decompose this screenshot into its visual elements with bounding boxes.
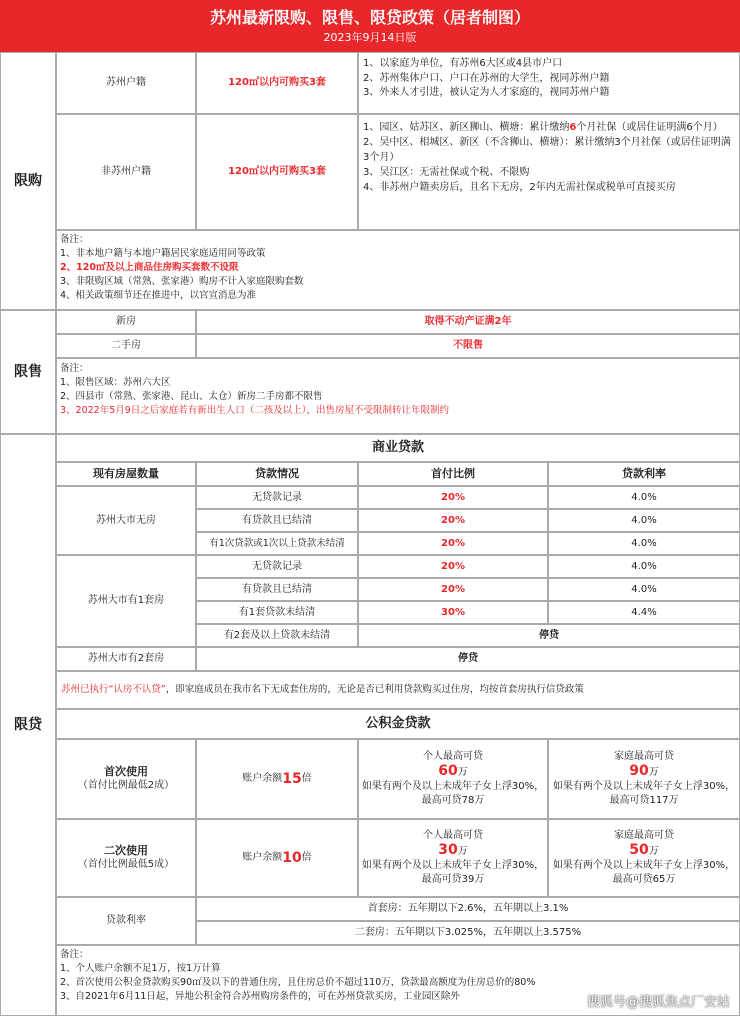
fund-second-use: 二次使用 （首付比例最低5成） [56, 819, 196, 897]
cond-line: 3、吴江区：无需社保或个税、不限购 [363, 167, 530, 178]
commercial-note: 苏州已执行“认房不认贷” ，即家庭成员在我市名下无成套住房的，无论是否已利用贷款购买过住房，均按首套房执行信贷政策 [56, 671, 740, 709]
fund-rate-first: 首套房：五年期以下2.6%，五年期以上3.1% [196, 897, 740, 921]
col-header: 现有房屋数量 [56, 462, 196, 486]
fund-second-balance: 账户余额 10 倍 [196, 819, 358, 897]
down-payment: 20% [358, 578, 548, 601]
header [0, 0, 740, 52]
xiangou-notes: 备注： 1、非本地户籍与本地户籍居民家庭适用同等政策 2、120㎡及以上商品住房购买套数不设限 3、非限购区域（常熟、张家港）购房不计入家庭限购套数 4、相关政策细节还在推进中，以官宣消息为准 [60, 234, 304, 301]
fund-rate-label: 贷款利率 [56, 897, 196, 945]
cond-line: 2、苏州集体户口、户口在苏州的大学生，视同苏州户籍 [363, 72, 610, 84]
page-title: 苏州最新限购、限售、限贷政策（居者制图） [209, 8, 530, 27]
cond-line: 2、吴中区、相城区、新区（不含狮山、横塘）：累计缴纳3个月社保（或居住证明满3个月） [363, 137, 731, 163]
down-payment: 20% [358, 486, 548, 509]
fund-loan-title: 公积金贷款 [56, 709, 740, 739]
xiandai-notes: 备注： 1、个人账户余额不足1万，按1万计算 2、首次使用公积金贷款购买90㎡及以下的普通住房，且住房总价不超过110万，贷款最高额度为住房总价的80% 3、自2021年6月11日起，异地公积金符合苏州购房条件的，可在苏州贷款买房，工业园区除外 [60, 949, 536, 1002]
section-label-xiandai: 限贷 [0, 434, 56, 1016]
page-date: 2023年9月14日版 [323, 31, 417, 44]
cond-line: 1、以家庭为单位，有苏州6大区或4县市户口 [363, 58, 563, 69]
loan-rate: 4.0% [548, 486, 740, 509]
fund-first-family: 家庭最高可贷 90万 如果有两个及以上未成年子女上浮30%，最高可贷117万 [548, 739, 740, 819]
watermark: 搜狐号@搜狐焦点厂安站 [586, 995, 730, 1010]
down-payment: 20% [358, 532, 548, 555]
section-label-xiangou: 限购 [0, 52, 56, 310]
loan-status: 无贷款记录 [196, 486, 358, 509]
xianshou-type-new: 新房 [56, 310, 196, 334]
fund-second-personal: 个人最高可贷 30万 如果有两个及以上未成年子女上浮30%，最高可贷39万 [358, 819, 548, 897]
section-label-xianshou: 限售 [0, 310, 56, 434]
loan-status: 有2套及以上贷款未结清 [196, 624, 358, 647]
loan-status: 有贷款且已结清 [196, 509, 358, 532]
down-payment: 20% [358, 509, 548, 532]
col-header: 贷款利率 [548, 462, 740, 486]
loan-rate: 4.0% [548, 532, 740, 555]
fund-first-personal: 个人最高可贷 60万 如果有两个及以上未成年子女上浮30%，最高可贷78万 [358, 739, 548, 819]
xiangou-limit-nonlocal: 120㎡以内可购买3套 [196, 114, 358, 230]
fund-first-balance: 账户余额 15 倍 [196, 739, 358, 819]
xiangou-limit-local: 120㎡以内可购买3套 [196, 52, 358, 114]
commercial-loan-title: 商业贷款 [56, 434, 740, 462]
loan-rate: 4.4% [548, 601, 740, 624]
xianshou-type-second: 二手房 [56, 334, 196, 358]
loan-rate: 4.0% [548, 578, 740, 601]
loan-status: 有1次贷款或1次以上贷款未结清 [196, 532, 358, 555]
down-payment: 30% [358, 601, 548, 624]
cond-line: 1、园区、姑苏区、新区狮山、横塘：累计缴纳6个月社保（或居住证明满6个月） [363, 122, 723, 133]
xianshou-notes: 备注： 1、限售区域：苏州六大区 2、四县市（常熟、张家港、昆山、太仓）新房二手房都不限售 3、2022年5月9日之后家庭若有新出生人口（二孩及以上），出售房屋不受限制转让年限制约 [60, 363, 450, 416]
xianshou-value-new: 取得不动产证满2年 [196, 310, 740, 334]
fund-first-use: 首次使用 （首付比例最低2成） [56, 739, 196, 819]
cond-line: 4、非苏州户籍卖房后，且名下无房，2年内无需社保或税单可直接买房 [363, 182, 676, 193]
down-payment: 20% [358, 555, 548, 578]
fund-rate-second: 二套房：五年期以下3.025%，五年期以上3.575% [196, 921, 740, 945]
xiangou-type-local: 苏州户籍 [56, 52, 196, 114]
cond-line: 3、外来人才引进，被认定为人才家庭的，视同苏州户籍 [363, 87, 610, 98]
xianshou-value-second: 不限售 [196, 334, 740, 358]
col-header: 首付比例 [358, 462, 548, 486]
group-no-house: 苏州大市无房 [56, 486, 196, 555]
loan-stopped: 停贷 [358, 624, 740, 647]
loan-status: 有1套贷款未结清 [196, 601, 358, 624]
group-two-house: 苏州大市有2套房 [56, 647, 196, 671]
col-header: 贷款情况 [196, 462, 358, 486]
xiangou-conds-nonlocal [358, 114, 740, 230]
loan-stopped: 停贷 [196, 647, 740, 671]
xiangou-conds-local [358, 52, 740, 114]
loan-status: 有贷款且已结清 [196, 578, 358, 601]
loan-rate: 4.0% [548, 509, 740, 532]
xiangou-type-nonlocal: 非苏州户籍 [56, 114, 196, 230]
loan-status: 无贷款记录 [196, 555, 358, 578]
fund-second-family: 家庭最高可贷 50万 如果有两个及以上未成年子女上浮30%，最高可贷65万 [548, 819, 740, 897]
group-one-house: 苏州大市有1套房 [56, 555, 196, 647]
loan-rate: 4.0% [548, 555, 740, 578]
